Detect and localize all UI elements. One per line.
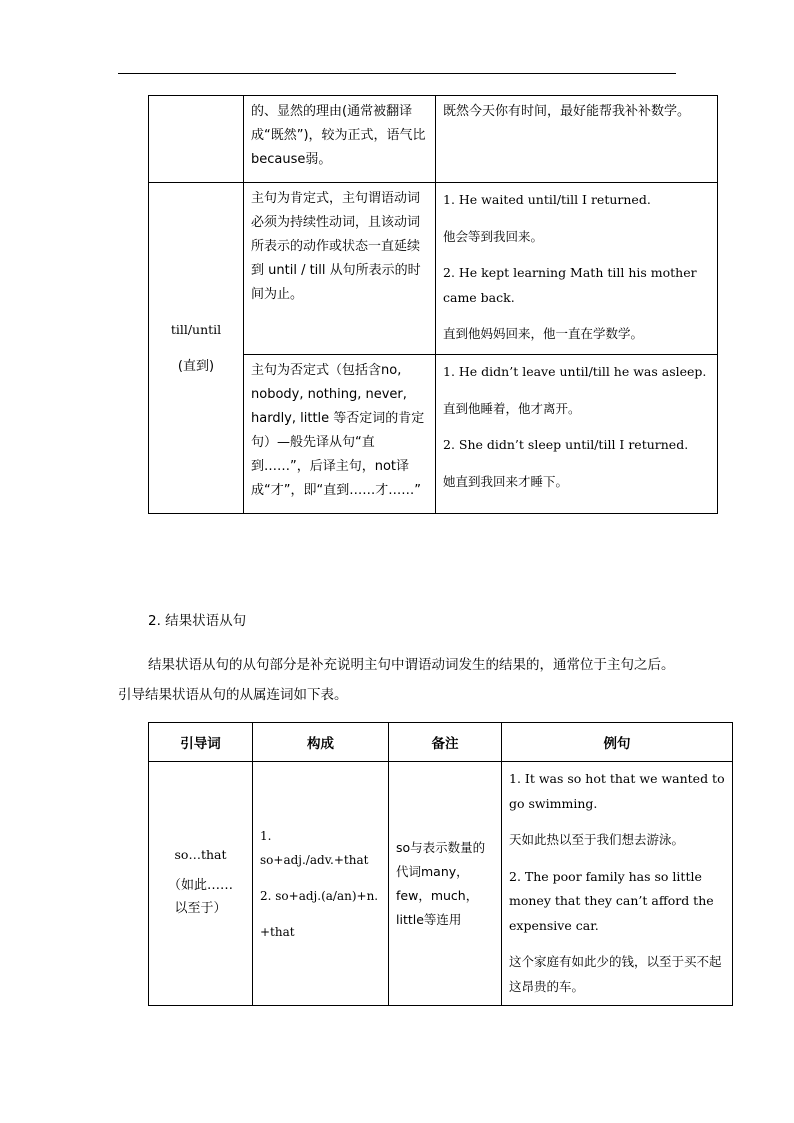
table-row bbox=[149, 183, 718, 355]
example-cell: 既然今天你有时间，最好能帮我补补数学。 bbox=[436, 96, 718, 183]
form-line: 2. so+adj.(a/an)+n. bbox=[260, 888, 379, 903]
section-paragraph: 引导结果状语从句的从属连词如下表。 bbox=[118, 687, 348, 703]
example-sentence: 1. It was so hot that we wanted to go swimming. bbox=[509, 771, 725, 811]
header-rule bbox=[118, 73, 676, 74]
example-sentence: 1. He didn’t leave until/till he was asleep. bbox=[443, 364, 707, 379]
section-heading: 2. 结果状语从句 bbox=[148, 613, 247, 629]
example-sentence: 2. She didn’t sleep until/till I returned. bbox=[443, 437, 689, 452]
example-translation: 天如此热以至于我们想去游泳。 bbox=[509, 832, 685, 847]
conjunction-cell bbox=[149, 762, 253, 1006]
table-row bbox=[149, 762, 733, 1006]
example-sentence: 2. The poor family has so little money that they can’t afford the expensive car. bbox=[509, 868, 714, 933]
section-paragraph: 结果状语从句的从句部分是补充说明主句中谓语动词发生的结果的，通常位于主句之后。 bbox=[148, 657, 675, 673]
column-header: 备注 bbox=[389, 723, 502, 762]
conjunction-cell bbox=[149, 183, 244, 514]
example-cell bbox=[436, 355, 718, 514]
example-sentence: 1. He waited until/till I returned. bbox=[443, 192, 651, 207]
usage-cell: 主句为肯定式，主句谓语动词必须为持续性动词，且该动词所表示的动作或状态一直延续到 until / till 从句所表示的时间为止。 bbox=[244, 183, 436, 355]
result-clause-table bbox=[148, 722, 733, 1006]
usage-cell: 的、显然的理由(通常被翻译成“既然”)，较为正式，语气比because弱。 bbox=[244, 96, 436, 183]
example-translation: 她直到我回来才睡下。 bbox=[443, 473, 569, 489]
example-translation: 直到他妈妈回来，他一直在学数学。 bbox=[443, 326, 644, 341]
column-header: 引导词 bbox=[149, 723, 253, 762]
note-cell: so与表示数量的代词many，few，much，little等连用 bbox=[389, 762, 502, 1006]
table-header-row bbox=[149, 723, 733, 762]
usage-cell: 主句为否定式（包括含no, nobody, nothing, never, hardly, little 等否定词的肯定句）—般先译从句“直到……”，后译主句，not译成“才”，即“直到……才……” bbox=[244, 355, 436, 514]
example-translation: 他会等到我回来。 bbox=[443, 228, 544, 244]
table-row bbox=[149, 96, 718, 183]
example-cell bbox=[502, 762, 733, 1006]
conjunction-table-continued bbox=[148, 95, 718, 514]
conjunction-word: so…that bbox=[174, 847, 227, 862]
form-line: 1. so+adj./adv.+that bbox=[260, 828, 369, 867]
conjunction-meaning: （如此……以至于） bbox=[167, 878, 233, 916]
example-cell bbox=[436, 183, 718, 355]
form-cell bbox=[253, 762, 389, 1006]
conjunction-meaning: (直到) bbox=[177, 359, 215, 374]
column-header: 例句 bbox=[502, 723, 733, 762]
table-cell bbox=[149, 96, 244, 183]
conjunction-word: till/until bbox=[170, 322, 222, 337]
example-translation: 这个家庭有如此少的钱，以至于买不起这昂贵的车。 bbox=[509, 954, 722, 994]
example-sentence: 2. He kept learning Math till his mother came back. bbox=[443, 265, 697, 305]
column-header: 构成 bbox=[253, 723, 389, 762]
form-line: +that bbox=[260, 924, 295, 939]
example-translation: 直到他睡着，他才离开。 bbox=[443, 400, 581, 416]
